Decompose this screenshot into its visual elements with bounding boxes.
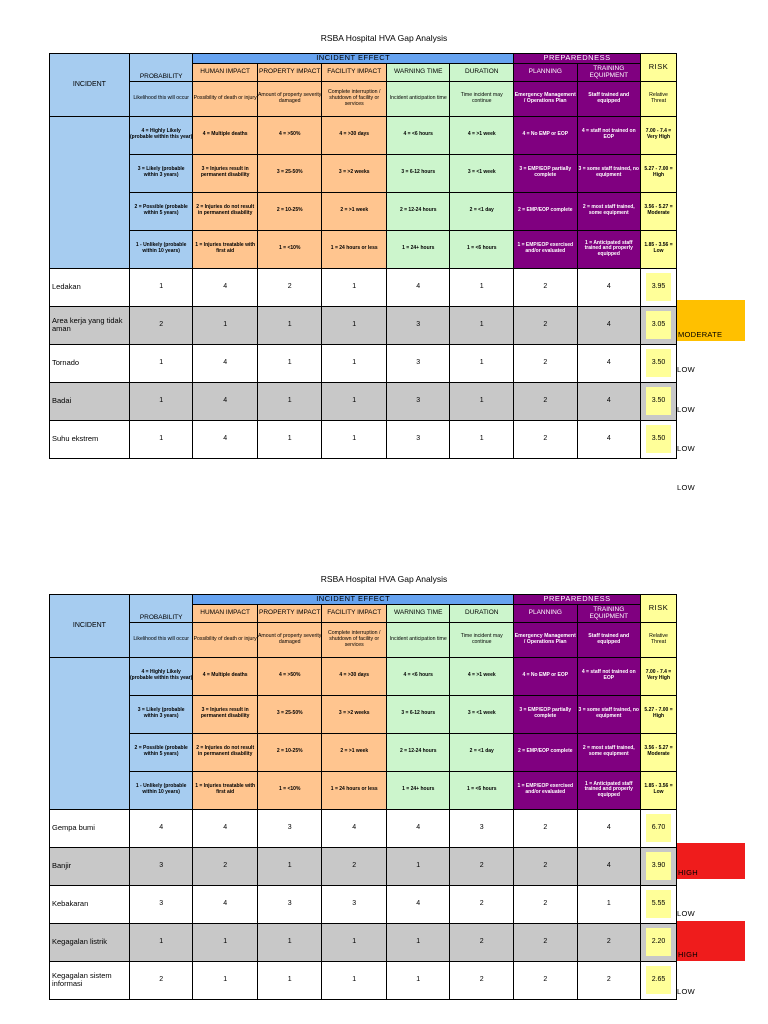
risk-level-label bbox=[677, 483, 745, 492]
score-cell: 3 bbox=[386, 382, 450, 420]
score-cell: 4 bbox=[193, 809, 258, 847]
score-cell: 1 bbox=[257, 923, 322, 961]
score-cell: 4 bbox=[193, 885, 258, 923]
scale-cell: 1 = <10% bbox=[257, 230, 322, 268]
score-cell: 4 bbox=[386, 268, 450, 306]
risk-level-text: LOW bbox=[677, 987, 695, 996]
planning-description: Emergency Management / Operations Plan bbox=[514, 81, 578, 116]
score-cell: 2 bbox=[577, 961, 641, 999]
scale-cell: 1 = Injuries treatable with first aid bbox=[193, 771, 258, 809]
score-cell: 4 bbox=[577, 306, 641, 344]
score-cell: 4 bbox=[577, 809, 641, 847]
score-cell: 1 bbox=[129, 268, 193, 306]
scale-cell: 1 = Injuries treatable with first aid bbox=[193, 230, 258, 268]
score-cell: 4 bbox=[193, 420, 258, 458]
scale-cell: 4 = Multiple deaths bbox=[193, 116, 258, 154]
score-cell: 3 bbox=[386, 306, 450, 344]
scale-cell: 2 = <1 day bbox=[450, 733, 514, 771]
planning-header: PLANNING bbox=[514, 604, 578, 622]
score-cell: 1 bbox=[257, 961, 322, 999]
property-description: Amount of property severity damaged bbox=[257, 81, 322, 116]
risk-level-text: HIGH bbox=[678, 868, 698, 877]
training-header: TRAINING EQUIPMENT bbox=[577, 63, 641, 81]
incident-name: Suhu ekstrem bbox=[50, 420, 130, 458]
training-description: Staff trained and equipped bbox=[577, 622, 641, 657]
incident-scale-blank bbox=[50, 116, 130, 268]
risk-cell bbox=[641, 382, 677, 420]
risk-value: 3.05 bbox=[646, 311, 671, 339]
risk-level-text: LOW bbox=[677, 444, 695, 453]
warning-description: Incident anticipation time bbox=[386, 622, 450, 657]
score-cell: 3 bbox=[322, 885, 387, 923]
incident-name: Kebakaran bbox=[50, 885, 130, 923]
score-cell: 1 bbox=[257, 382, 322, 420]
risk-cell bbox=[641, 923, 677, 961]
risk-level-text: LOW bbox=[677, 365, 695, 374]
incident-effect-header: INCIDENT EFFECT bbox=[193, 595, 514, 605]
scale-cell: 3.56 - 5.27 = Moderate bbox=[641, 733, 677, 771]
score-cell: 2 bbox=[450, 885, 514, 923]
training-header: TRAINING EQUIPMENT bbox=[577, 604, 641, 622]
score-cell: 2 bbox=[514, 847, 578, 885]
score-cell: 1 bbox=[322, 344, 387, 382]
score-cell: 1 bbox=[322, 923, 387, 961]
score-cell: 4 bbox=[577, 382, 641, 420]
scale-cell: 2 = Possible (probable within 5 years) bbox=[129, 733, 193, 771]
risk-level-text: HIGH bbox=[678, 950, 698, 959]
score-cell: 3 bbox=[450, 809, 514, 847]
planning-description: Emergency Management / Operations Plan bbox=[514, 622, 578, 657]
human-description: Possibility of death or injury bbox=[193, 81, 258, 116]
risk-cell bbox=[641, 885, 677, 923]
score-cell: 3 bbox=[257, 885, 322, 923]
score-cell: 1 bbox=[386, 847, 450, 885]
scale-cell: 7.00 - 7.4 = Very High bbox=[641, 657, 677, 695]
score-cell: 1 bbox=[257, 344, 322, 382]
risk-cell bbox=[641, 809, 677, 847]
scale-cell: 4 = >30 days bbox=[322, 116, 387, 154]
score-cell: 4 bbox=[386, 885, 450, 923]
score-cell: 1 bbox=[322, 961, 387, 999]
score-cell: 2 bbox=[577, 923, 641, 961]
score-cell: 2 bbox=[450, 961, 514, 999]
risk-value: 6.70 bbox=[646, 814, 671, 842]
human-header: HUMAN IMPACT bbox=[193, 604, 258, 622]
risk-cell bbox=[641, 344, 677, 382]
table-row bbox=[50, 961, 677, 999]
scale-cell: 1 = 24+ hours bbox=[386, 771, 450, 809]
risk-level-text: LOW bbox=[677, 909, 695, 918]
table-row bbox=[50, 268, 677, 306]
facility-header: FACILITY IMPACT bbox=[322, 604, 387, 622]
score-cell: 1 bbox=[257, 847, 322, 885]
facility-description: Complete interruption / shutdown of facility or services bbox=[322, 622, 387, 657]
scale-cell: 4 = <6 hours bbox=[386, 657, 450, 695]
preparedness-header: PREPAREDNESS bbox=[514, 595, 641, 605]
scale-cell: 3 = EMP/EOP partially complete bbox=[514, 154, 578, 192]
scale-cell: 5.27 - 7.00 = High bbox=[641, 695, 677, 733]
scale-cell: 3 = 6-12 hours bbox=[386, 695, 450, 733]
scale-cell: 2 = Injuries do not result in permanent disability bbox=[193, 733, 258, 771]
risk-cell bbox=[641, 268, 677, 306]
score-cell: 1 bbox=[193, 923, 258, 961]
preparedness-header: PREPAREDNESS bbox=[514, 54, 641, 64]
scale-cell: 2 = 10-25% bbox=[257, 733, 322, 771]
score-cell: 2 bbox=[514, 382, 578, 420]
facility-description: Complete interruption / shutdown of facility or services bbox=[322, 81, 387, 116]
scale-cell: 2 = EMP/EOP complete bbox=[514, 192, 578, 230]
risk-value: 3.50 bbox=[646, 387, 671, 415]
score-cell: 1 bbox=[450, 268, 514, 306]
scale-cell: 4 = >50% bbox=[257, 116, 322, 154]
incident-name: Badai bbox=[50, 382, 130, 420]
scale-cell: 1 - Unlikely (probable within 10 years) bbox=[129, 230, 193, 268]
sheet-title: RSBA Hospital HVA Gap Analysis bbox=[320, 33, 448, 43]
risk-level-label bbox=[677, 909, 745, 918]
score-cell: 3 bbox=[386, 344, 450, 382]
scale-cell: 3 = 6-12 hours bbox=[386, 154, 450, 192]
risk-value: 5.55 bbox=[646, 890, 671, 918]
score-cell: 1 bbox=[129, 923, 193, 961]
incident-name: Area kerja yang tidak aman bbox=[50, 306, 130, 344]
score-cell: 1 bbox=[129, 382, 193, 420]
risk-level-label bbox=[677, 921, 745, 961]
incident-name: Banjir bbox=[50, 847, 130, 885]
scale-cell: 4 = staff not trained on EOP bbox=[577, 116, 641, 154]
scale-cell: 3 = 25-50% bbox=[257, 695, 322, 733]
training-description: Staff trained and equipped bbox=[577, 81, 641, 116]
score-cell: 2 bbox=[514, 268, 578, 306]
scale-cell: 3 = <1 week bbox=[450, 695, 514, 733]
risk-value: 2.65 bbox=[646, 966, 671, 994]
table-row bbox=[50, 885, 677, 923]
scale-cell: 3 = some staff trained, no equipment bbox=[577, 154, 641, 192]
risk-value: 3.50 bbox=[646, 349, 671, 377]
probability-header: PROBABILITY bbox=[129, 54, 193, 82]
score-cell: 2 bbox=[193, 847, 258, 885]
score-cell: 1 bbox=[450, 344, 514, 382]
planning-header: PLANNING bbox=[514, 63, 578, 81]
sheet-title: RSBA Hospital HVA Gap Analysis bbox=[320, 574, 448, 584]
table-row bbox=[50, 344, 677, 382]
duration-header: DURATION bbox=[450, 604, 514, 622]
score-cell: 1 bbox=[577, 885, 641, 923]
property-header: PROPERTY IMPACT bbox=[257, 63, 322, 81]
scale-cell: 1 = <6 hours bbox=[450, 771, 514, 809]
score-cell: 2 bbox=[129, 961, 193, 999]
risk-value: 2.20 bbox=[646, 928, 671, 956]
scale-cell: 4 = staff not trained on EOP bbox=[577, 657, 641, 695]
scale-cell: 2 = Possible (probable within 5 years) bbox=[129, 192, 193, 230]
scale-cell: 1.85 - 3.56 = Low bbox=[641, 230, 677, 268]
scale-cell: 3 = >2 weeks bbox=[322, 695, 387, 733]
risk-level-text: LOW bbox=[677, 405, 695, 414]
hva-table bbox=[49, 594, 677, 1000]
scale-cell: 7.00 - 7.4 = Very High bbox=[641, 116, 677, 154]
score-cell: 1 bbox=[322, 306, 387, 344]
warning-header: WARNING TIME bbox=[386, 604, 450, 622]
risk-header: RISK bbox=[641, 595, 677, 623]
scale-cell: 2 = most staff trained, some equipment bbox=[577, 192, 641, 230]
incident-header: INCIDENT bbox=[50, 54, 130, 117]
risk-value: 3.90 bbox=[646, 852, 671, 880]
scale-cell: 2 = Injuries do not result in permanent disability bbox=[193, 192, 258, 230]
score-cell: 4 bbox=[577, 847, 641, 885]
score-cell: 2 bbox=[514, 420, 578, 458]
risk-cell bbox=[641, 420, 677, 458]
score-cell: 1 bbox=[193, 306, 258, 344]
scale-cell: 1 = EMP/EOP exercised and/or evaluated bbox=[514, 230, 578, 268]
property-header: PROPERTY IMPACT bbox=[257, 604, 322, 622]
scale-cell: 4 = Highly Likely (probable within this year) bbox=[129, 116, 193, 154]
score-cell: 1 bbox=[450, 420, 514, 458]
duration-description: Time incident may continue bbox=[450, 622, 514, 657]
scale-cell: 3 = some staff trained, no equipment bbox=[577, 695, 641, 733]
score-cell: 1 bbox=[129, 344, 193, 382]
probability-description: Likelihood this will occur bbox=[129, 622, 193, 657]
scale-cell: 4 = Highly Likely (probable within this year) bbox=[129, 657, 193, 695]
score-cell: 1 bbox=[322, 268, 387, 306]
score-cell: 3 bbox=[386, 420, 450, 458]
risk-level-text: MODERATE bbox=[678, 330, 723, 339]
risk-cell bbox=[641, 961, 677, 999]
scale-cell: 4 = >50% bbox=[257, 657, 322, 695]
risk-level-label bbox=[677, 444, 745, 453]
scale-cell: 4 = >30 days bbox=[322, 657, 387, 695]
scale-cell: 3 = Likely (probable within 3 years) bbox=[129, 154, 193, 192]
warning-header: WARNING TIME bbox=[386, 63, 450, 81]
duration-header: DURATION bbox=[450, 63, 514, 81]
scale-cell: 4 = No EMP or EOP bbox=[514, 657, 578, 695]
scale-cell: 3 = >2 weeks bbox=[322, 154, 387, 192]
scale-cell: 2 = 10-25% bbox=[257, 192, 322, 230]
score-cell: 3 bbox=[129, 885, 193, 923]
table-row bbox=[50, 382, 677, 420]
scale-cell: 2 = >1 week bbox=[322, 192, 387, 230]
duration-description: Time incident may continue bbox=[450, 81, 514, 116]
scale-cell: 1 - Unlikely (probable within 10 years) bbox=[129, 771, 193, 809]
risk-description: Relative Threat bbox=[641, 81, 677, 116]
property-description: Amount of property severity damaged bbox=[257, 622, 322, 657]
scale-cell: 3 = 25-50% bbox=[257, 154, 322, 192]
scale-cell: 2 = EMP/EOP complete bbox=[514, 733, 578, 771]
incident-name: Tornado bbox=[50, 344, 130, 382]
score-cell: 2 bbox=[514, 809, 578, 847]
risk-level-label bbox=[677, 843, 745, 879]
scale-cell: 2 = most staff trained, some equipment bbox=[577, 733, 641, 771]
score-cell: 3 bbox=[129, 847, 193, 885]
risk-value: 3.95 bbox=[646, 273, 671, 301]
score-cell: 1 bbox=[386, 923, 450, 961]
risk-level-label bbox=[677, 300, 745, 341]
score-cell: 2 bbox=[514, 344, 578, 382]
score-cell: 4 bbox=[193, 344, 258, 382]
scale-cell: 4 = <6 hours bbox=[386, 116, 450, 154]
table-row bbox=[50, 306, 677, 344]
risk-cell bbox=[641, 847, 677, 885]
scale-cell: 1 = 24+ hours bbox=[386, 230, 450, 268]
scale-cell: 1 = Anticipated staff trained and properly equipped bbox=[577, 230, 641, 268]
risk-level-label bbox=[677, 365, 745, 374]
score-cell: 3 bbox=[257, 809, 322, 847]
scale-cell: 2 = 12-24 hours bbox=[386, 192, 450, 230]
score-cell: 2 bbox=[322, 847, 387, 885]
risk-level-text: LOW bbox=[677, 483, 695, 492]
human-description: Possibility of death or injury bbox=[193, 622, 258, 657]
scale-cell: 1 = EMP/EOP exercised and/or evaluated bbox=[514, 771, 578, 809]
scale-cell: 2 = <1 day bbox=[450, 192, 514, 230]
probability-description: Likelihood this will occur bbox=[129, 81, 193, 116]
hva-table bbox=[49, 53, 677, 459]
score-cell: 2 bbox=[129, 306, 193, 344]
score-cell: 1 bbox=[386, 961, 450, 999]
risk-cell bbox=[641, 306, 677, 344]
scale-cell: 1 = <10% bbox=[257, 771, 322, 809]
score-cell: 1 bbox=[322, 382, 387, 420]
scale-cell: 4 = No EMP or EOP bbox=[514, 116, 578, 154]
table-row bbox=[50, 847, 677, 885]
scale-cell: 3 = Likely (probable within 3 years) bbox=[129, 695, 193, 733]
warning-description: Incident anticipation time bbox=[386, 81, 450, 116]
score-cell: 4 bbox=[577, 344, 641, 382]
score-cell: 1 bbox=[322, 420, 387, 458]
risk-description: Relative Threat bbox=[641, 622, 677, 657]
score-cell: 4 bbox=[193, 382, 258, 420]
scale-cell: 4 = >1 week bbox=[450, 657, 514, 695]
score-cell: 1 bbox=[193, 961, 258, 999]
risk-header: RISK bbox=[641, 54, 677, 82]
incident-name: Ledakan bbox=[50, 268, 130, 306]
score-cell: 2 bbox=[514, 306, 578, 344]
score-cell: 4 bbox=[386, 809, 450, 847]
risk-level-label bbox=[677, 405, 745, 414]
risk-level-label bbox=[677, 987, 745, 996]
score-cell: 2 bbox=[450, 923, 514, 961]
risk-value: 3.50 bbox=[646, 425, 671, 453]
score-cell: 2 bbox=[257, 268, 322, 306]
score-cell: 1 bbox=[257, 420, 322, 458]
probability-header: PROBABILITY bbox=[129, 595, 193, 623]
score-cell: 4 bbox=[577, 268, 641, 306]
incident-name: Kegagalan sistem informasi bbox=[50, 961, 130, 999]
table-row bbox=[50, 809, 677, 847]
score-cell: 4 bbox=[193, 268, 258, 306]
incident-header: INCIDENT bbox=[50, 595, 130, 658]
score-cell: 4 bbox=[577, 420, 641, 458]
score-cell: 4 bbox=[322, 809, 387, 847]
incident-scale-blank bbox=[50, 657, 130, 809]
scale-cell: 2 = >1 week bbox=[322, 733, 387, 771]
score-cell: 1 bbox=[450, 306, 514, 344]
scale-cell: 3.56 - 5.27 = Moderate bbox=[641, 192, 677, 230]
scale-cell: 3 = Injuries result in permanent disability bbox=[193, 154, 258, 192]
scale-cell: 4 = >1 week bbox=[450, 116, 514, 154]
score-cell: 1 bbox=[129, 420, 193, 458]
human-header: HUMAN IMPACT bbox=[193, 63, 258, 81]
scale-cell: 3 = <1 week bbox=[450, 154, 514, 192]
score-cell: 4 bbox=[129, 809, 193, 847]
scale-cell: 1 = 24 hours or less bbox=[322, 230, 387, 268]
scale-cell: 1 = 24 hours or less bbox=[322, 771, 387, 809]
scale-cell: 3 = Injuries result in permanent disability bbox=[193, 695, 258, 733]
score-cell: 2 bbox=[450, 847, 514, 885]
scale-cell: 5.27 - 7.00 = High bbox=[641, 154, 677, 192]
incident-name: Kegagalan listrik bbox=[50, 923, 130, 961]
incident-name: Gempa bumi bbox=[50, 809, 130, 847]
table-row bbox=[50, 420, 677, 458]
scale-cell: 3 = EMP/EOP partially complete bbox=[514, 695, 578, 733]
scale-cell: 1.85 - 3.56 = Low bbox=[641, 771, 677, 809]
table-row bbox=[50, 923, 677, 961]
scale-cell: 1 = Anticipated staff trained and properly equipped bbox=[577, 771, 641, 809]
score-cell: 1 bbox=[450, 382, 514, 420]
scale-cell: 2 = 12-24 hours bbox=[386, 733, 450, 771]
scale-cell: 1 = <6 hours bbox=[450, 230, 514, 268]
score-cell: 2 bbox=[514, 961, 578, 999]
facility-header: FACILITY IMPACT bbox=[322, 63, 387, 81]
score-cell: 2 bbox=[514, 885, 578, 923]
score-cell: 2 bbox=[514, 923, 578, 961]
score-cell: 1 bbox=[257, 306, 322, 344]
incident-effect-header: INCIDENT EFFECT bbox=[193, 54, 514, 64]
scale-cell: 4 = Multiple deaths bbox=[193, 657, 258, 695]
